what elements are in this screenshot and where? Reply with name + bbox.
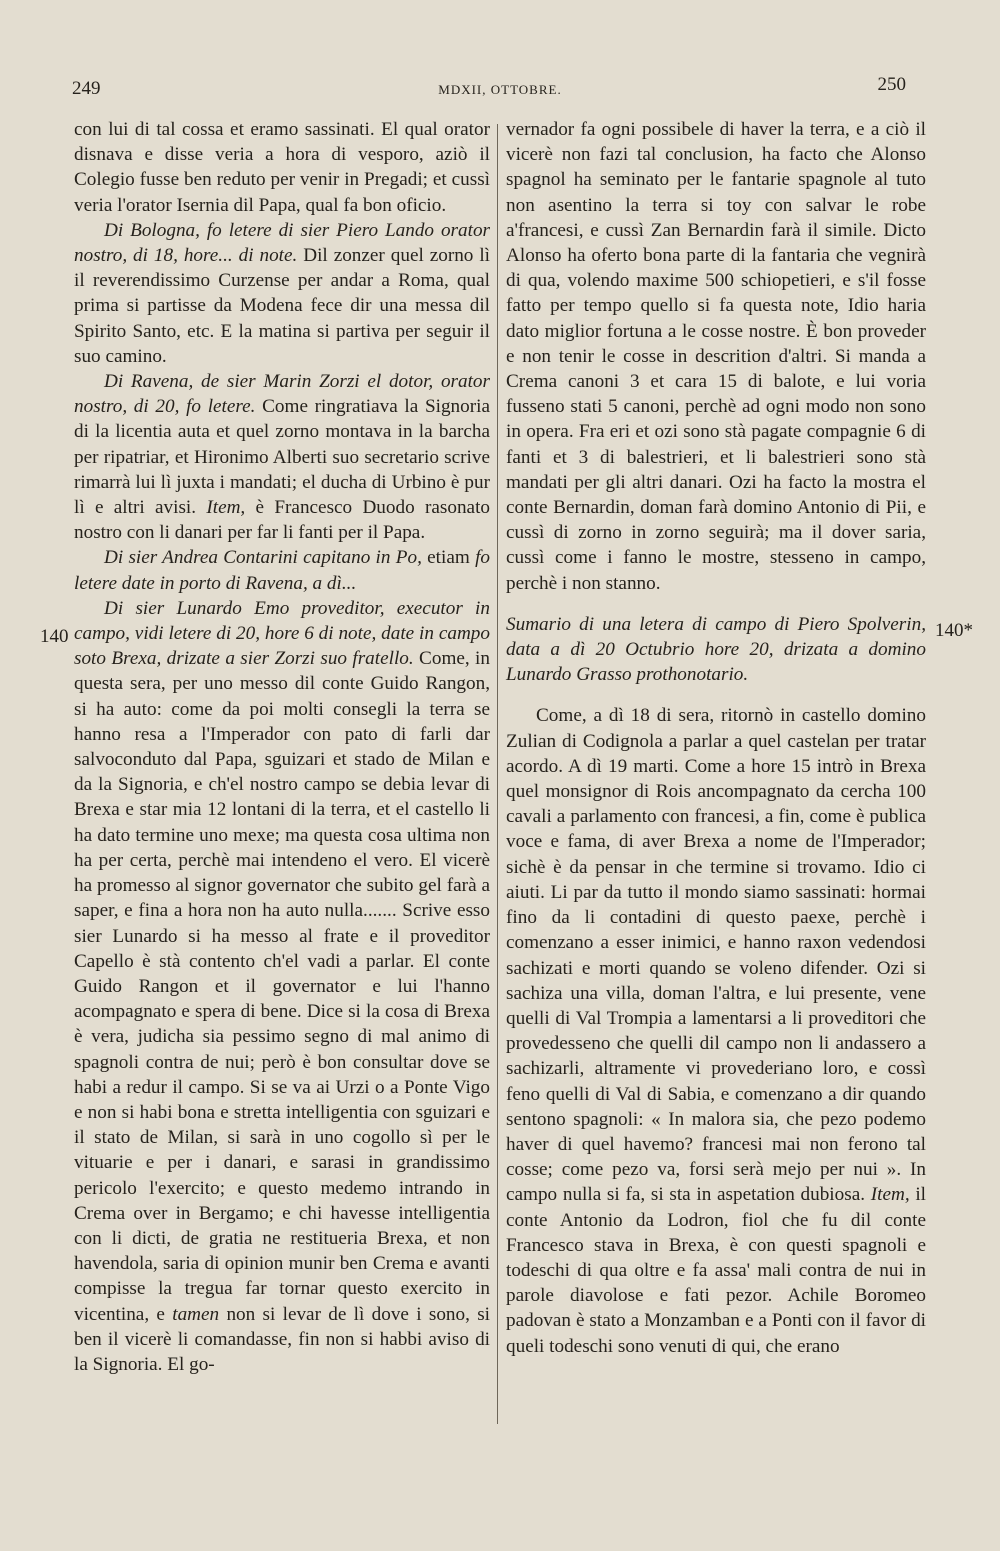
paragraph xyxy=(74,545,490,595)
paragraph-text: Come ringratiava la Signoria di la licentia auta et quel zorno montava in la barcha per ripatriar, et Hironimo Alberti suo secretario scrive rimarrà lui lì juxta i mandati; el ducha di Urbino è pur lì e altri avisi. xyxy=(74,396,490,519)
letter-heading: Di Bologna, fo letere di sier Piero Lando orator nostro, di 18, hore... di note. xyxy=(74,219,490,267)
letter-caption xyxy=(506,612,926,688)
item-word: Item, xyxy=(870,1184,910,1206)
tamen-word: tamen xyxy=(172,1303,220,1325)
paragraph-text: vernador fa ogni possibele di haver la terra, e a ciò il vicerè non fazi tal conclusion, ha facto che Alonso spagnol ha seminato per le fantarie spagnole al tuto non asentino la terra si toy con salvar le robe a'francesi, e cussì Zan Bernardin farà il simile. Dicto Alonso ha oferto bona parte di la fantaria che vegnirà di qua, volendo maxime 500 schiopetieri, e s'il fosse fatto per tempo quello si fa questa note, Idio haria dato miglior fortuna a le cosse nostre. È bon proveder e non tenir le cosse in descrition d'altri. Si manda a Crema canoni 3 et cara 15 di balote, e lui voria fusseno stati 5 canoni, perchè ad ogni modo non sono in opera. Fra eri et ozi sono stà pagate compagnie 6 di fanti et 3 di balestrieri, et li balestrieri sono stà mandati per gli altri danari. Ozi ha facto la mostra el conte Bernardin, doman farà domino Antonio di Pii, e cussì di zorno in zorno seguirà; ma il dover saria, cussì come i fanno le mostre, stesseno in campo, perchè i non stanno. xyxy=(506,119,926,594)
left-column xyxy=(74,117,490,1377)
item-word: Item, xyxy=(206,497,246,519)
paragraph-text: Dil zonzer quel zorno lì il reverendissimo Curzense per andar a Roma, qual prima si partisse da Modena fece dir una messa dil Spirito Santo, etc. E la matina si partiva per seguir il suo camino. xyxy=(74,245,490,367)
paragraph-text: Come, in questa sera, per uno messo dil conte Guido Rangon, si ha auto: come da poi molti consegli la terra se hanno resa a l'Imperador con pato di farli dar salvoconduto dal Papa, sguizari et stado de Milan e da la Signoria, e ch'el nostro campo se debia levar di Brexa e star mia 12 lontani di la terra, et el castello li ha dato termine uno mexe; ma questa cosa ultima non ha per certa, perchè mai intendeno el vero. El vicerè ha promesso al signor governator che subito gel farà a saper, e fina a hora non ha auto nulla....... Scrive esso sier Lunardo si ha messo al frate e il proveditor Capello è stà contento ch'el vadi a parlar. El conte Guido Rangon et il governator e lui l'hanno acompagnato e spera di bene. Dice si la cosa di Brexa è vera, judicha sia pessimo segno di mal animo di spagnoli contra de nui; però è bon consultar dove se habi a redur il campo. Si se va ai Urzi o a Ponte Vigo e non si habi bona e stretta intelligentia con sguizari e il stato de Milan, si sarà in uno cogollo sì per le vituarie e per i danari, e sarasi in grandissimo pericolo l'exercito; e questo medemo intrando in Crema over in Bergamo; e chi havesse intelligentia con li dicti, de gratia ne restitueria Brexa, et non havendola, saria di opinion munir ben Crema e avanti compisse la tregua far tornar questo exercito in vicentina, e xyxy=(74,648,490,1325)
paragraph xyxy=(74,218,490,369)
paragraph-text: il conte Antonio da Lodron, fiol che fu dil conte Francesco stava in Brexa, è con questi spagnoli e todeschi di qua oltre e fa assa' mali contra de nui in parole diavolose e fati pezor. Achile Boromeo padovan è stato a Monzamban e a Ponti con il favor di queli todeschi sono venuti di qui, che erano xyxy=(506,1184,926,1357)
paragraph-text: con lui di tal cossa et eramo sassinati. El qual orator disnava e disse veria a hora di vesporo, aziò il Colegio fusse ben reduto per venir in Pregadi; et cussì veria l'orator Isernia dil Papa, qual fa bon oficio. xyxy=(74,119,490,216)
paragraph-text: Come, a dì 18 di sera, ritornò in castello domino Zulian di Codignola a parlar a quel castelan per tratar acordo. A dì 19 marti. Come a hore 15 intrò in Brexa quel monsignor di Rois ancompagnato da cercha 100 cavali a parlamento con francesi, a fin, come è publica voce e fama, di aver Brexa a nome de l'Imperador; sichè è da pensar in che termine si trovamo. Idio ci aiuti. Li par da tutto il mondo siamo sassinati: hormai fino da li contadini di questo paexe, perchè i comenzano a esser inimici, e hanno raxon vedendosi sachizati e morti quando se voleno difender. Ozi si sachiza una villa, doman l'altra, e lui presente, vene quelli di Val Trompia a lamentarsi a li proveditori che provedesseno che quelli dil campo non li andassero a sachizarli, altramente vi provederiano loro, e cossì feno quelli di Val di Sabia, e comenzano a dir quando sentono spagnoli: « In malora sia, che pezo podemo haver di quel havemo? francesi mai non ferono tal cosse; come pezo va, forsi serà mejo per nui ». In campo nulla si fa, si sta in aspetation dubiosa. xyxy=(506,705,926,1206)
right-column xyxy=(506,117,926,1359)
column-divider xyxy=(497,124,498,1424)
page-header xyxy=(0,74,1000,102)
paragraph-text: non si levar de lì dove i sono, si ben il vicerè li comandasse, fin non si habbi aviso di la Signoria. El go- xyxy=(74,1303,490,1375)
paragraph xyxy=(74,117,490,218)
paragraph xyxy=(74,596,490,1377)
caption-text: Sumario di una letera di campo di Piero Spolverin, data a dì 20 Octubrio hore 20, drizata a domino Lunardo Grasso prothonotario. xyxy=(506,613,926,686)
paragraph xyxy=(506,117,926,596)
paragraph xyxy=(506,703,926,1358)
running-title: MDXII, OTTOBRE. xyxy=(438,82,562,97)
letter-heading: fo letere date in porto di Ravena, a dì... xyxy=(74,547,490,594)
left-margin-number: 140 xyxy=(40,626,69,647)
paragraph-text: è Francesco Duodo rasonato nostro con li danari per far li fanti per il Papa. xyxy=(74,497,490,544)
letter-heading: Di sier Lunardo Emo proveditor, executor in campo, vidi letere di 20, hore 6 di note, date in campo soto Brexa, drizate a sier Zorzi suo fratello. xyxy=(74,597,490,670)
letter-heading: Di sier Andrea Contarini capitano in Po, xyxy=(104,547,422,569)
paragraph xyxy=(74,369,490,545)
letter-heading: Di Ravena, de sier Marin Zorzi el dotor, orator nostro, di 20, fo letere. xyxy=(74,371,490,418)
right-margin-number: 140* xyxy=(935,620,973,641)
right-page-number: 250 xyxy=(877,74,906,95)
paragraph-text: etiam xyxy=(421,547,476,569)
left-page-number: 249 xyxy=(72,78,101,99)
